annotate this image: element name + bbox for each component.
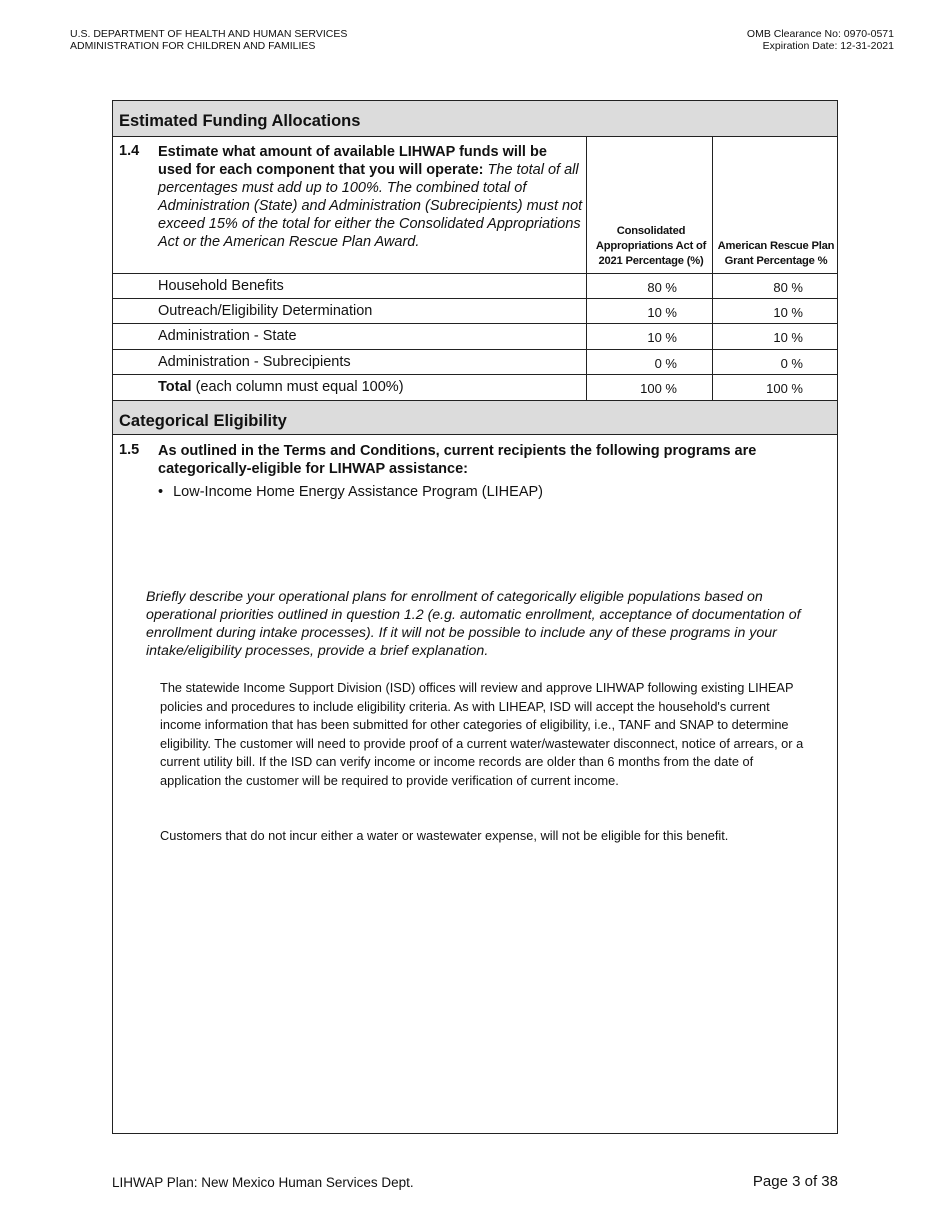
col-header-caa: Consolidated Appropriations Act of 2021 Percentage (%) xyxy=(595,225,707,267)
row-outreach-arp: 10 % xyxy=(773,305,803,320)
row-admin-state-label: Administration - State xyxy=(158,328,297,344)
row-total-label xyxy=(158,379,404,395)
row-total-label-bold: Total xyxy=(158,379,192,395)
row-household-benefits-caa: 80 % xyxy=(647,280,677,295)
table-rule xyxy=(113,374,837,375)
row-total-label-rest: (each column must equal 100%) xyxy=(191,379,404,395)
omb-clearance: OMB Clearance No: 0970-0571 xyxy=(746,28,894,40)
table-rule xyxy=(113,323,837,324)
agency-header xyxy=(70,28,347,52)
row-household-benefits-label: Household Benefits xyxy=(158,278,284,294)
row-total-caa: 100 % xyxy=(640,381,677,396)
row-admin-subrecipients-caa: 0 % xyxy=(654,356,677,371)
table-rule xyxy=(113,298,837,299)
row-household-benefits-arp: 80 % xyxy=(773,280,803,295)
question-1-5-text xyxy=(158,442,818,478)
row-admin-subrecipients-label: Administration - Subrecipients xyxy=(158,354,351,370)
table-rule xyxy=(113,273,837,274)
question-1-5-number: 1.5 xyxy=(119,442,140,458)
question-1-4-bold: Estimate what amount of available LIHWAP funds will be used for each component that you will operate: xyxy=(158,144,547,178)
response-paragraph-1: The statewide Income Support Division (ISD) offices will review and approve LIHWAP following existing LIHEAP policies and procedures to include eligibility criteria. As with LIHEAP, ISD will accept the household's current income information that has been submitted for other categories of eligibility, i.e., TANF and SNAP to determine eligibility. The customer will need to provide proof of a current water/wastewater disconnect, notice of arrears, or a current utility bill. If the ISD can verify income or income records are older than 6 months from the date of application the customer will be required to provide verification of current income. xyxy=(160,680,804,788)
row-admin-state-arp: 10 % xyxy=(773,330,803,345)
enrollment-prompt: Briefly describe your operational plans for enrollment of categorically eligible populations based on operational priorities outlined in question 1.2 (e.g. automatic enrollment, acceptance of documentation of enrollment during intake processes). If it will not be possible to include any of these programs in your intake/eligibility processes, provide a brief explanation. xyxy=(146,589,801,659)
question-1-4-number: 1.4 xyxy=(119,143,140,159)
row-outreach-caa: 10 % xyxy=(647,305,677,320)
form-frame xyxy=(112,100,838,1134)
table-divider-1 xyxy=(586,137,587,400)
question-1-4-instructions: The total of all percentages must add up to 100%. The combined total of Administration (State) and Administration (Subrecipients) must not exceed 15% of the total for either the Consolidated Appropriations Act or the American Rescue Plan Award. xyxy=(158,162,583,250)
row-admin-state-caa: 10 % xyxy=(647,330,677,345)
row-total-arp: 100 % xyxy=(766,381,803,396)
funding-section-title: Estimated Funding Allocations xyxy=(113,101,837,137)
agency-line-1: U.S. DEPARTMENT OF HEALTH AND HUMAN SERVICES xyxy=(70,28,348,40)
table-divider-2 xyxy=(712,137,713,400)
table-rule xyxy=(113,349,837,350)
footer-page-number: Page 3 of 38 xyxy=(752,1173,838,1190)
agency-line-2: ADMINISTRATION FOR CHILDREN AND FAMILIES xyxy=(70,40,316,52)
bullet-liheap xyxy=(158,484,543,500)
question-1-5-bold: As outlined in the Terms and Conditions, current recipients the following programs are categorically-eligible for LIHWAP assistance: xyxy=(158,443,757,477)
response-paragraph-2: Customers that do not incur either a water or wastewater expense, will not be eligible for this benefit. xyxy=(160,828,729,843)
bullet-dot: • xyxy=(158,484,164,500)
col-header-arp: American Rescue Plan Grant Percentage % xyxy=(717,240,835,267)
omb-header xyxy=(747,28,894,52)
row-outreach-label: Outreach/Eligibility Determination xyxy=(158,303,373,319)
bullet-liheap-text: Low-Income Home Energy Assistance Program (LIHEAP) xyxy=(173,484,544,500)
question-1-4-text xyxy=(158,143,583,251)
expiration-date: Expiration Date: 12-31-2021 xyxy=(762,40,894,52)
row-admin-subrecipients-arp: 0 % xyxy=(780,356,803,371)
eligibility-section-title: Categorical Eligibility xyxy=(113,400,837,435)
footer-plan-name: LIHWAP Plan: New Mexico Human Services Dept. xyxy=(112,1175,414,1190)
